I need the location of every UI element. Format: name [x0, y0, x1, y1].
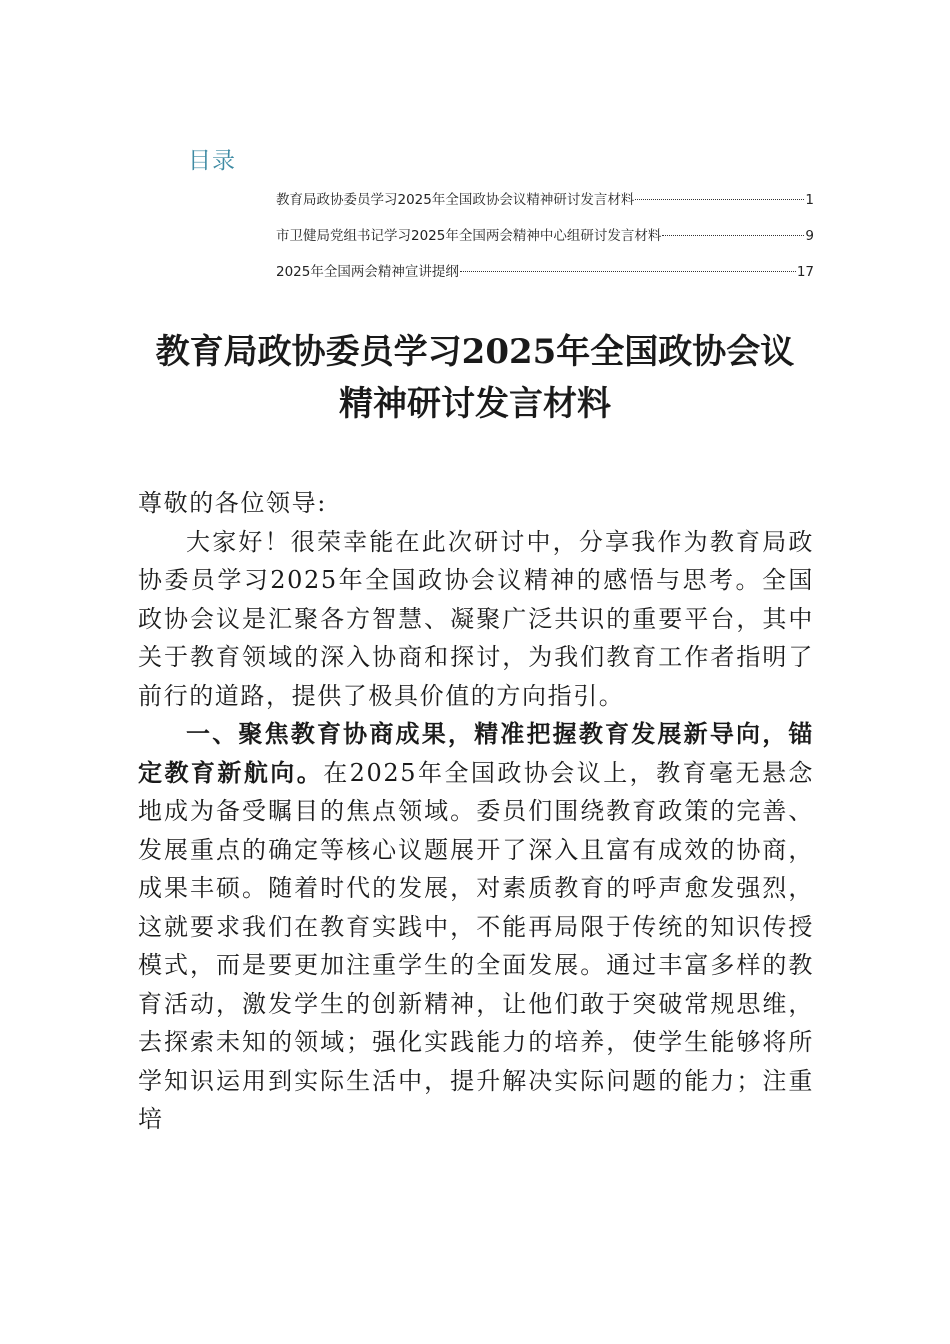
salutation: 尊敬的各位领导: [138, 489, 327, 517]
document-body [138, 484, 814, 1139]
section-1-heading: 一、聚焦教育协商成果，精准把握教育发展新导向，锚定教育新航向。 [138, 719, 814, 787]
toc-leader-dots [662, 235, 804, 236]
paragraph-section-1 [138, 715, 814, 1139]
toc-entry-title: 教育局政协委员学习2025年全国政协会议精神研讨发言材料 [276, 192, 635, 208]
toc-entry-2[interactable] [276, 218, 814, 254]
section-1-body: 在2025年全国政协会议上，教育毫无悬念地成为备受瞩目的焦点领域。委员们围绕教育政策的完善、发展重点的确定等核心议题展开了深入且富有成效的协商，成果丰硕。随着时代的发展，对素质教育的呼声愈发强烈，这就要求我们在教育实践中，不能再局限于传统的知识传授模式，而是要更加注重学生的全面发展。通过丰富多样的教育活动，激发学生的创新精神，让他们敢于突破常规思维，去探索未知的领域；强化实践能力的培养，使学生能够将所学知识运用到实际生活中，提升解决实际问题的能力；注重培 [138, 758, 814, 1133]
document-title-line-2: 精神研讨发言材料 [339, 384, 611, 424]
toc-entry-1[interactable] [276, 182, 814, 218]
toc-page-number: 17 [796, 264, 814, 280]
paragraph-intro: 大家好！很荣幸能在此次研讨中，分享我作为教育局政协委员学习2025年全国政协会议精神的感悟与思考。全国政协会议是汇聚各方智慧、凝聚广泛共识的重要平台，其中关于教育领域的深入协商和探讨，为我们教育工作者指明了前行的道路，提供了极具价值的方向指引。 [138, 527, 814, 710]
document-title [120, 326, 830, 430]
toc-page-number: 9 [805, 228, 814, 244]
toc-page-number: 1 [805, 192, 814, 208]
document-title-line-1: 教育局政协委员学习2025年全国政协会议 [155, 332, 795, 372]
toc-entry-title: 2025年全国两会精神宣讲提纲 [276, 264, 459, 280]
toc-entry-3[interactable] [276, 254, 814, 290]
toc-leader-dots [460, 271, 796, 272]
table-of-contents [276, 182, 814, 290]
toc-heading: 目录 [188, 148, 236, 174]
toc-leader-dots [635, 199, 804, 200]
toc-entry-title: 市卫健局党组书记学习2025年全国两会精神中心组研讨发言材料 [276, 228, 662, 244]
